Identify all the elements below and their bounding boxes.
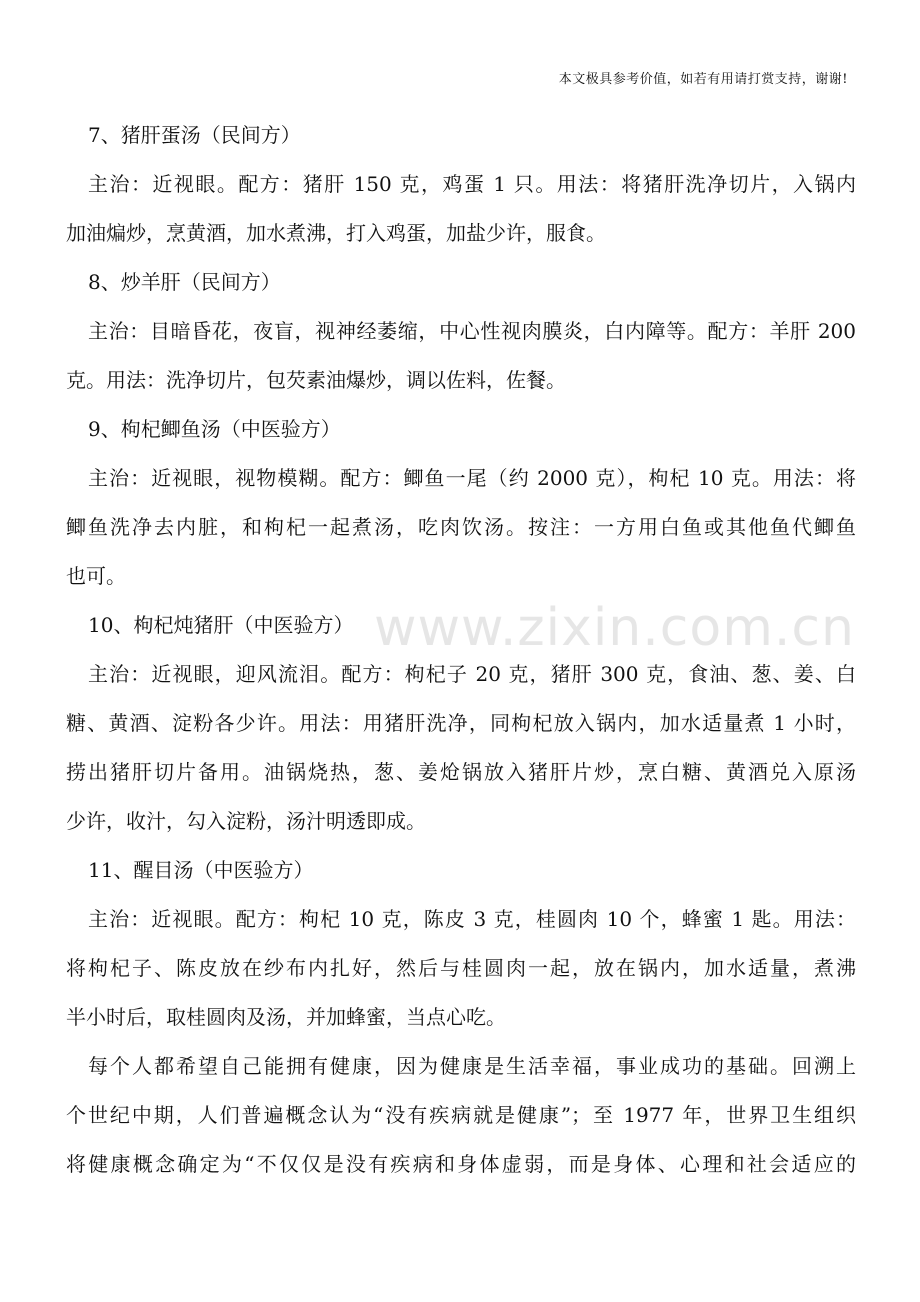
recipe-10-text-line: 捞出猪肝切片备用。油锅烧热，葱、姜炝锅放入猪肝片炒，烹白糖、黄酒兑入原汤 bbox=[66, 760, 856, 784]
header-note: 本文极具参考价值，如若有用请打赏支持，谢谢! bbox=[558, 72, 848, 87]
recipe-10-text-line: 主治：近视眼，迎风流泪。配方：枸杞子 20 克，猪肝 300 克，食油、葱、姜、白 bbox=[88, 662, 856, 686]
recipe-10-text-line: 糖、黄酒、淀粉各少许。用法：用猪肝洗净，同枸杞放入锅内，加水适量煮 1 小时， bbox=[66, 711, 856, 735]
health-paragraph-line: 每个人都希望自己能拥有健康，因为健康是生活幸福，事业成功的基础。回溯上 bbox=[88, 1054, 856, 1078]
recipe-7-text-line: 加油煸炒，烹黄酒，加水煮沸，打入鸡蛋，加盐少许，服食。 bbox=[66, 221, 606, 245]
recipe-title-11: 11、醒目汤（中医验方） bbox=[88, 858, 314, 882]
recipe-9-text-line: 鲫鱼洗净去内脏，和枸杞一起煮汤，吃肉饮汤。按注：一方用白鱼或其他鱼代鲫鱼 bbox=[66, 515, 856, 539]
recipe-9-text-line: 主治：近视眼，视物模糊。配方：鲫鱼一尾（约 2000 克），枸杞 10 克。用法：将 bbox=[88, 466, 856, 490]
recipe-title-10: 10、枸杞炖猪肝（中医验方） bbox=[88, 613, 354, 637]
recipe-title-9: 9、枸杞鲫鱼汤（中医验方） bbox=[88, 417, 341, 441]
recipe-11-text-line: 将枸杞子、陈皮放在纱布内扎好，然后与桂圆肉一起，放在锅内，加水适量，煮沸 bbox=[66, 956, 856, 980]
recipe-7-text-line: 主治：近视眼。配方：猪肝 150 克，鸡蛋 1 只。用法：将猪肝洗净切片，入锅内 bbox=[88, 172, 856, 196]
health-paragraph-line: 个世纪中期，人们普遍概念认为“没有疾病就是健康”；至 1977 年，世界卫生组织 bbox=[66, 1103, 856, 1127]
recipe-title-8: 8、炒羊肝（民间方） bbox=[88, 270, 281, 294]
recipe-8-text-line: 主治：目暗昏花，夜盲，视神经萎缩，中心性视肉膜炎，白内障等。配方：羊肝 200 bbox=[88, 319, 856, 343]
watermark: www.zixin.com.cn bbox=[374, 598, 855, 658]
document-body bbox=[66, 116, 856, 1183]
recipe-title-7: 7、猪肝蛋汤（民间方） bbox=[88, 123, 301, 147]
recipe-9-text-line: 也可。 bbox=[66, 564, 126, 588]
recipe-10-text-line: 少许，收汁，勾入淀粉，汤汁明透即成。 bbox=[66, 809, 426, 833]
recipe-11-text-line: 主治：近视眼。配方：枸杞 10 克，陈皮 3 克，桂圆肉 10 个，蜂蜜 1 匙。用法： bbox=[88, 907, 856, 931]
recipe-11-text-line: 半小时后，取桂圆肉及汤，并加蜂蜜，当点心吃。 bbox=[66, 1005, 506, 1029]
recipe-8-text-line: 克。用法：洗净切片，包芡素油爆炒，调以佐料，佐餐。 bbox=[66, 368, 566, 392]
health-paragraph-line: 将健康概念确定为“不仅仅是没有疾病和身体虚弱，而是身体、心理和社会适应的 bbox=[66, 1152, 856, 1176]
